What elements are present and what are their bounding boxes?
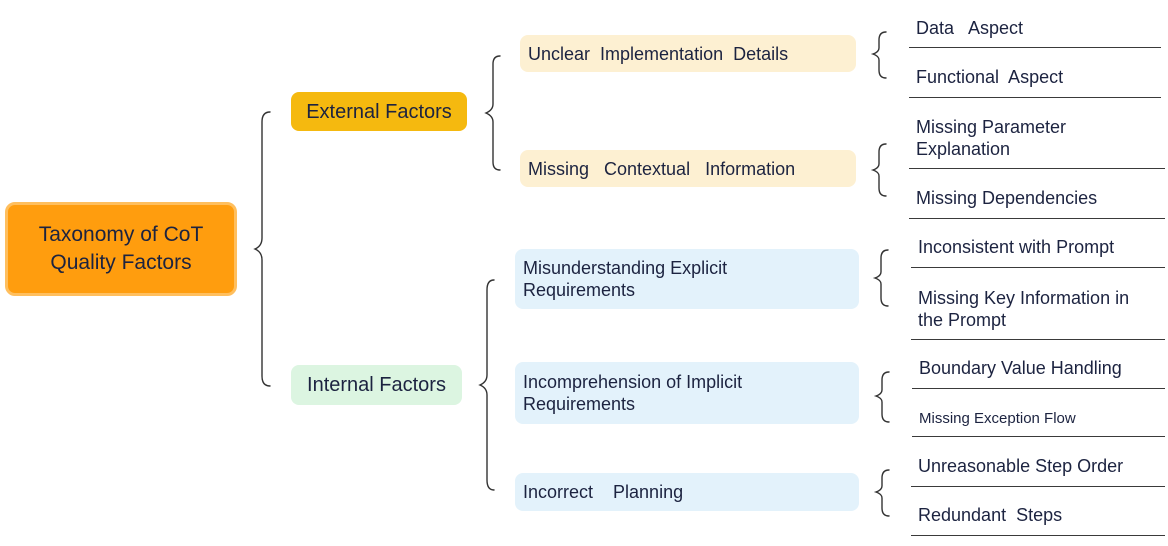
leaf-underline	[911, 267, 1165, 268]
leaf-bracket-1	[873, 32, 886, 78]
leaf-label: Missing Parameter Explanation	[916, 117, 1067, 159]
subcategory-node	[515, 249, 859, 309]
leaf-bracket-3	[875, 250, 888, 306]
external-factors-label: External Factors	[306, 100, 452, 123]
external-bracket	[486, 56, 500, 170]
leaf-underline	[911, 535, 1165, 536]
leaf-underline	[911, 339, 1165, 340]
internal-factors-node	[291, 365, 462, 405]
leaf-underline	[909, 47, 1161, 48]
leaf-label: Inconsistent with Prompt	[918, 237, 1115, 257]
subcategory-label: Misunderstanding Explicit Requirements	[523, 258, 728, 300]
leaf-underline	[912, 388, 1165, 389]
leaf-bracket-4	[876, 372, 889, 422]
root-node	[5, 202, 237, 296]
leaf-bracket-5	[876, 470, 889, 516]
internal-factors-label: Internal Factors	[307, 374, 446, 396]
leaf-underline	[909, 97, 1161, 98]
leaf-underline	[909, 168, 1165, 169]
leaf-underline	[912, 436, 1165, 437]
leaf-label: Data Aspect	[916, 18, 1024, 38]
subcategory-label: Incorrect Planning	[523, 482, 684, 502]
leaf-label: Missing Dependencies	[916, 188, 1098, 208]
subcategory-label: Missing Contextual Information	[528, 158, 796, 179]
subcategory-label: Unclear Implementation Details	[528, 43, 789, 64]
subcategory-node	[515, 362, 859, 424]
subcategory-label: Incomprehension of Implicit Requirements	[523, 372, 743, 414]
leaf-underline	[909, 218, 1165, 219]
subcategory-node	[520, 35, 856, 72]
leaf-label: Boundary Value Handling	[919, 358, 1122, 378]
leaf-label: Unreasonable Step Order	[918, 456, 1124, 476]
leaf-label: Missing Exception Flow	[919, 410, 1076, 427]
root-label: Taxonomy of CoT Quality Factors	[38, 223, 204, 274]
subcategory-node	[520, 150, 856, 187]
leaf-label: Functional Aspect	[916, 67, 1064, 87]
root-bracket	[255, 112, 270, 386]
leaf-underline	[911, 486, 1165, 487]
internal-bracket	[480, 280, 494, 490]
leaf-bracket-2	[873, 144, 886, 196]
subcategory-node	[515, 473, 859, 511]
leaf-label: Missing Key Information in the Prompt	[918, 288, 1130, 330]
external-factors-node	[291, 92, 467, 131]
leaf-label: Redundant Steps	[918, 505, 1063, 525]
